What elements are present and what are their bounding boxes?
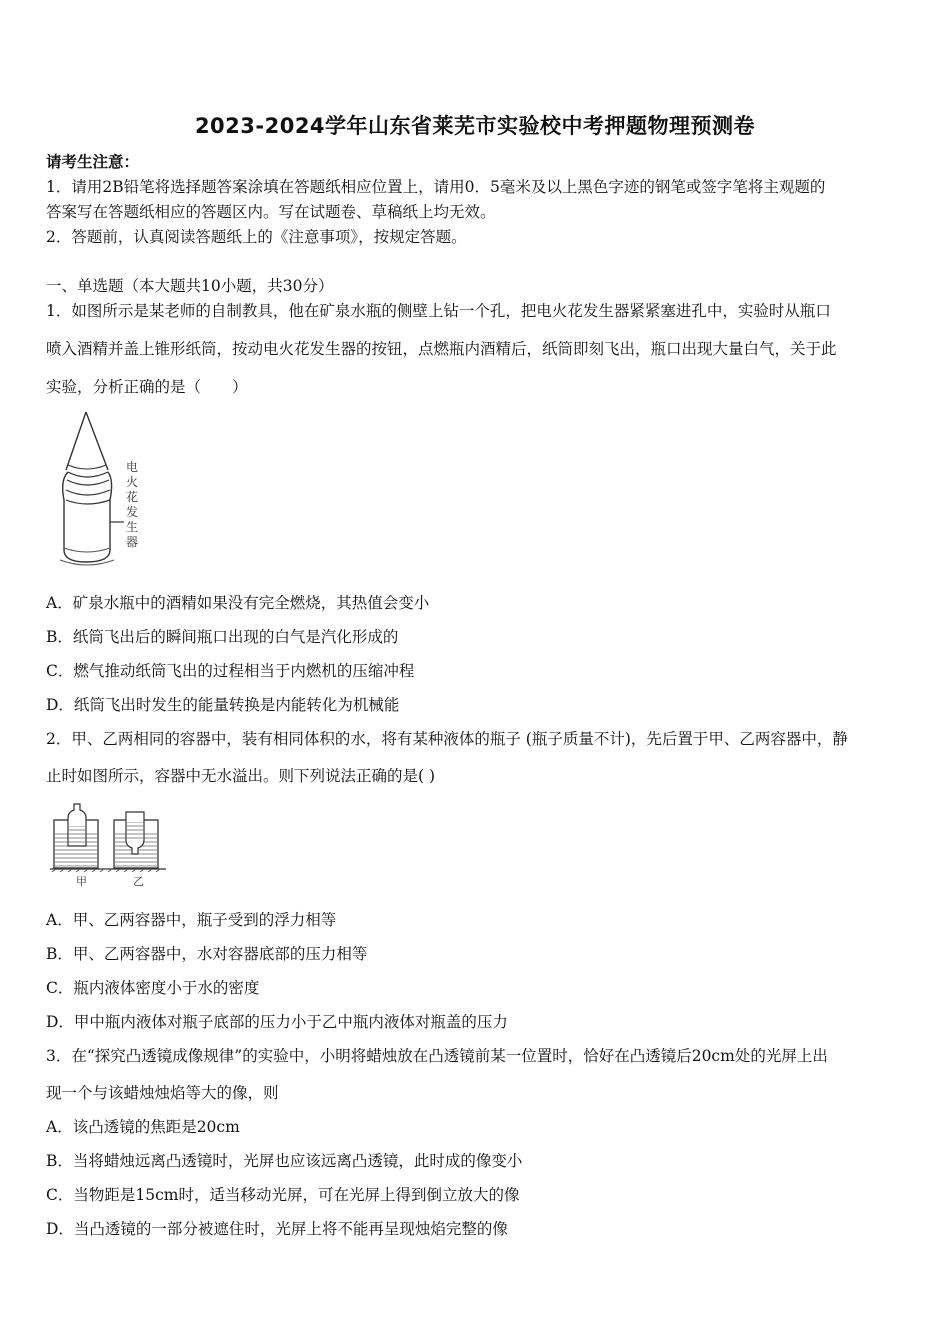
question-3-stem: 3．在“探究凸透镜成像规律”的实验中，小明将蜡烛放在凸透镜前某一位置时，恰好在凸透镜后20cm处的光屏上出 — [46, 1047, 828, 1065]
containers-figure — [50, 800, 170, 872]
question-1-option-a[interactable]: A．矿泉水瓶中的酒精如果没有完全燃烧，其热值会变小 — [46, 594, 430, 612]
question-2-option-c[interactable]: C．瓶内液体密度小于水的密度 — [46, 979, 260, 997]
bottle-figure — [56, 410, 156, 570]
question-2-stem: 2．甲、乙两相同的容器中，装有相同体积的水，将有某种液体的瓶子 (瓶子质量不计)，先后置于甲、乙两容器中，静 — [46, 730, 848, 748]
question-3-option-c[interactable]: C．当物距是15cm时，适当移动光屏，可在光屏上得到倒立放大的像 — [46, 1186, 520, 1204]
question-1-stem: 实验，分析正确的是（ ） — [46, 378, 248, 396]
page-title: 2023-2024学年山东省莱芜市实验校中考押题物理预测卷 — [194, 114, 756, 138]
question-3-option-d[interactable]: D．当凸透镜的一部分被遮住时，光屏上将不能再呈现烛焰完整的像 — [46, 1220, 508, 1238]
question-2-option-b[interactable]: B．甲、乙两容器中，水对容器底部的压力相等 — [46, 945, 368, 963]
notice-line: 1．请用2B铅笔将选择题答案涂填在答题纸相应位置上，请用0．5毫米及以上黑色字迹的钢笔或签字笔将主观题的 — [46, 178, 826, 196]
notice-line: 答案写在答题纸相应的答题区内。写在试题卷、草稿纸上均无效。 — [46, 203, 496, 221]
question-2-stem: 止时如图所示，容器中无水溢出。则下列说法正确的是( ) — [46, 767, 436, 785]
question-2-option-a[interactable]: A．甲、乙两容器中，瓶子受到的浮力相等 — [46, 911, 337, 929]
question-1-option-b[interactable]: B．纸筒飞出后的瞬间瓶口出现的白气是汽化形成的 — [46, 628, 399, 646]
notice-line: 2．答题前，认真阅读答题纸上的《注意事项》，按规定答题。 — [46, 228, 467, 246]
container-label-jia: 甲 — [76, 875, 87, 888]
question-3-stem: 现一个与该蜡烛烛焰等大的像，则 — [46, 1084, 279, 1102]
question-2-option-d[interactable]: D．甲中瓶内液体对瓶子底部的压力小于乙中瓶内液体对瓶盖的压力 — [46, 1013, 508, 1031]
question-1-stem: 喷入酒精并盖上锥形纸筒，按动电火花发生器的按钮，点燃瓶内酒精后，纸筒即刻飞出，瓶口出现大量白气，关于此 — [46, 340, 837, 358]
spark-generator-label: 电 火 花 发 生 器 — [125, 460, 138, 549]
question-3-option-b[interactable]: B．当将蜡烛远离凸透镜时，光屏也应该远离凸透镜，此时成的像变小 — [46, 1152, 523, 1170]
question-1-option-d[interactable]: D．纸筒飞出时发生的能量转换是内能转化为机械能 — [46, 696, 400, 714]
question-3-option-a[interactable]: A．该凸透镜的焦距是20cm — [46, 1118, 240, 1136]
question-1-stem: 1．如图所示是某老师的自制教具，他在矿泉水瓶的侧壁上钻一个孔，把电火花发生器紧紧塞进孔中，实验时从瓶口 — [46, 302, 831, 320]
container-label-yi: 乙 — [133, 875, 144, 888]
section-heading: 一、单选题（本大题共10小题，共30分） — [46, 277, 334, 295]
question-1-option-c[interactable]: C．燃气推动纸筒飞出的过程相当于内燃机的压缩冲程 — [46, 662, 415, 680]
notice-heading: 请考生注意： — [46, 152, 140, 171]
